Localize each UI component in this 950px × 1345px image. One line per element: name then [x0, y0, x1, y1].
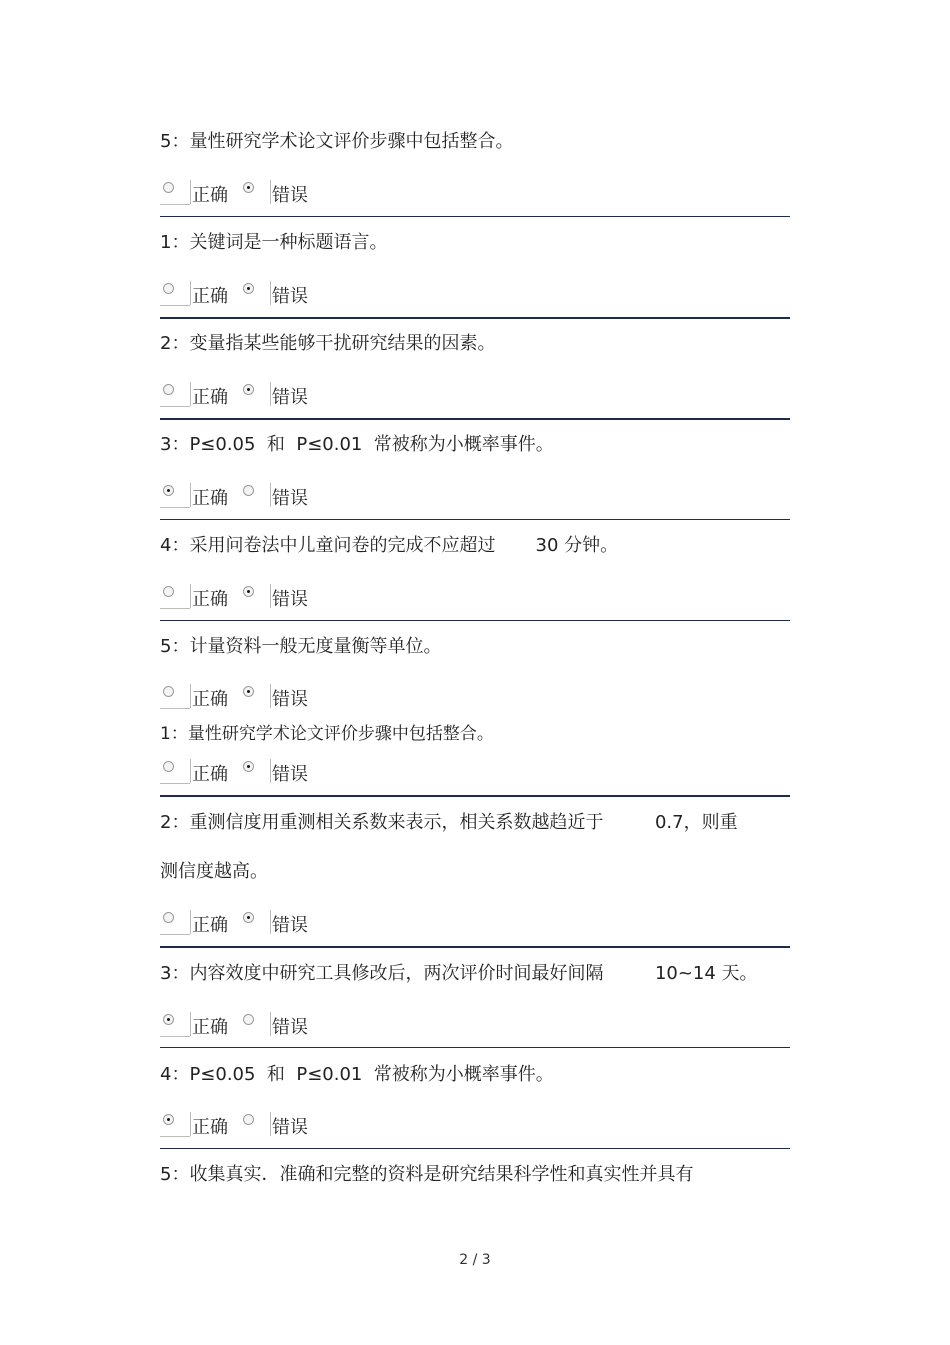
radio-checked-icon[interactable]	[163, 1014, 174, 1025]
radio-checked-icon[interactable]	[243, 283, 254, 294]
option-label: 正确	[192, 488, 228, 509]
answer-options	[160, 1112, 792, 1140]
option-label: 错误	[272, 387, 308, 408]
radio-checked-icon[interactable]	[243, 586, 254, 597]
option-label: 错误	[272, 488, 308, 509]
page-number: 2 / 3	[459, 1252, 491, 1268]
answer-options	[160, 281, 792, 309]
radio-unchecked-icon[interactable]	[163, 182, 174, 193]
option-label: 正确	[192, 286, 228, 307]
option-label: 正确	[192, 689, 228, 710]
question-text-line2: 测信度越高。	[160, 861, 268, 882]
question-text: 4：P≤0.05 和 P≤0.01 常被称为小概率事件。	[160, 1064, 554, 1085]
question-text: 1：关键词是一种标题语言。	[160, 232, 388, 253]
option-label: 错误	[272, 689, 308, 710]
radio-checked-icon[interactable]	[243, 912, 254, 923]
option-label: 正确	[192, 764, 228, 785]
radio-unchecked-icon[interactable]	[243, 1114, 254, 1125]
radio-checked-icon[interactable]	[243, 761, 254, 772]
option-label: 错误	[272, 1017, 308, 1038]
radio-checked-icon[interactable]	[243, 686, 254, 697]
divider	[160, 418, 790, 420]
answer-options	[160, 684, 792, 712]
question-text: 5：计量资料一般无度量衡等单位。	[160, 636, 442, 657]
question-text-line1: 2：重测信度用重测相关系数来表示，相关系数越趋近于 0.7，则重	[160, 812, 738, 833]
answer-options	[160, 382, 792, 410]
answer-options	[160, 759, 792, 787]
option-label: 正确	[192, 387, 228, 408]
divider	[160, 946, 790, 948]
option-label: 错误	[272, 185, 308, 206]
option-label: 错误	[272, 764, 308, 785]
question-text: 5：收集真实．准确和完整的资料是研究结果科学性和真实性并具有	[160, 1164, 694, 1185]
option-label: 正确	[192, 915, 228, 936]
radio-unchecked-icon[interactable]	[163, 912, 174, 923]
answer-options	[160, 483, 792, 511]
divider	[160, 1148, 790, 1149]
question-text: 3：P≤0.05 和 P≤0.01 常被称为小概率事件。	[160, 434, 554, 455]
answer-options	[160, 180, 792, 208]
radio-unchecked-icon[interactable]	[163, 384, 174, 395]
option-label: 错误	[272, 915, 308, 936]
option-label: 错误	[272, 286, 308, 307]
question-text: 1：量性研究学术论文评价步骤中包括整合。	[160, 724, 494, 744]
answer-options	[160, 1012, 792, 1040]
radio-unchecked-icon[interactable]	[243, 485, 254, 496]
divider	[160, 216, 790, 217]
radio-unchecked-icon[interactable]	[243, 1014, 254, 1025]
option-label: 错误	[272, 1117, 308, 1138]
radio-unchecked-icon[interactable]	[163, 586, 174, 597]
radio-unchecked-icon[interactable]	[163, 761, 174, 772]
radio-checked-icon[interactable]	[243, 182, 254, 193]
divider	[160, 1047, 790, 1048]
option-label: 正确	[192, 1117, 228, 1138]
option-label: 正确	[192, 589, 228, 610]
radio-checked-icon[interactable]	[163, 485, 174, 496]
answer-options	[160, 910, 792, 938]
question-text: 4：采用问卷法中儿童问卷的完成不应超过 30 分钟。	[160, 535, 619, 556]
question-text: 2：变量指某些能够干扰研究结果的因素。	[160, 333, 496, 354]
option-label: 正确	[192, 185, 228, 206]
question-text: 3：内容效度中研究工具修改后，两次评价时间最好间隔 10~14 天。	[160, 963, 758, 984]
radio-unchecked-icon[interactable]	[163, 283, 174, 294]
divider	[160, 317, 790, 319]
divider	[160, 620, 790, 621]
radio-checked-icon[interactable]	[243, 384, 254, 395]
radio-checked-icon[interactable]	[163, 1114, 174, 1125]
option-label: 正确	[192, 1017, 228, 1038]
divider	[160, 795, 790, 797]
question-text: 5：量性研究学术论文评价步骤中包括整合。	[160, 131, 514, 152]
option-label: 错误	[272, 589, 308, 610]
divider	[160, 519, 790, 520]
answer-options	[160, 584, 792, 612]
radio-unchecked-icon[interactable]	[163, 686, 174, 697]
